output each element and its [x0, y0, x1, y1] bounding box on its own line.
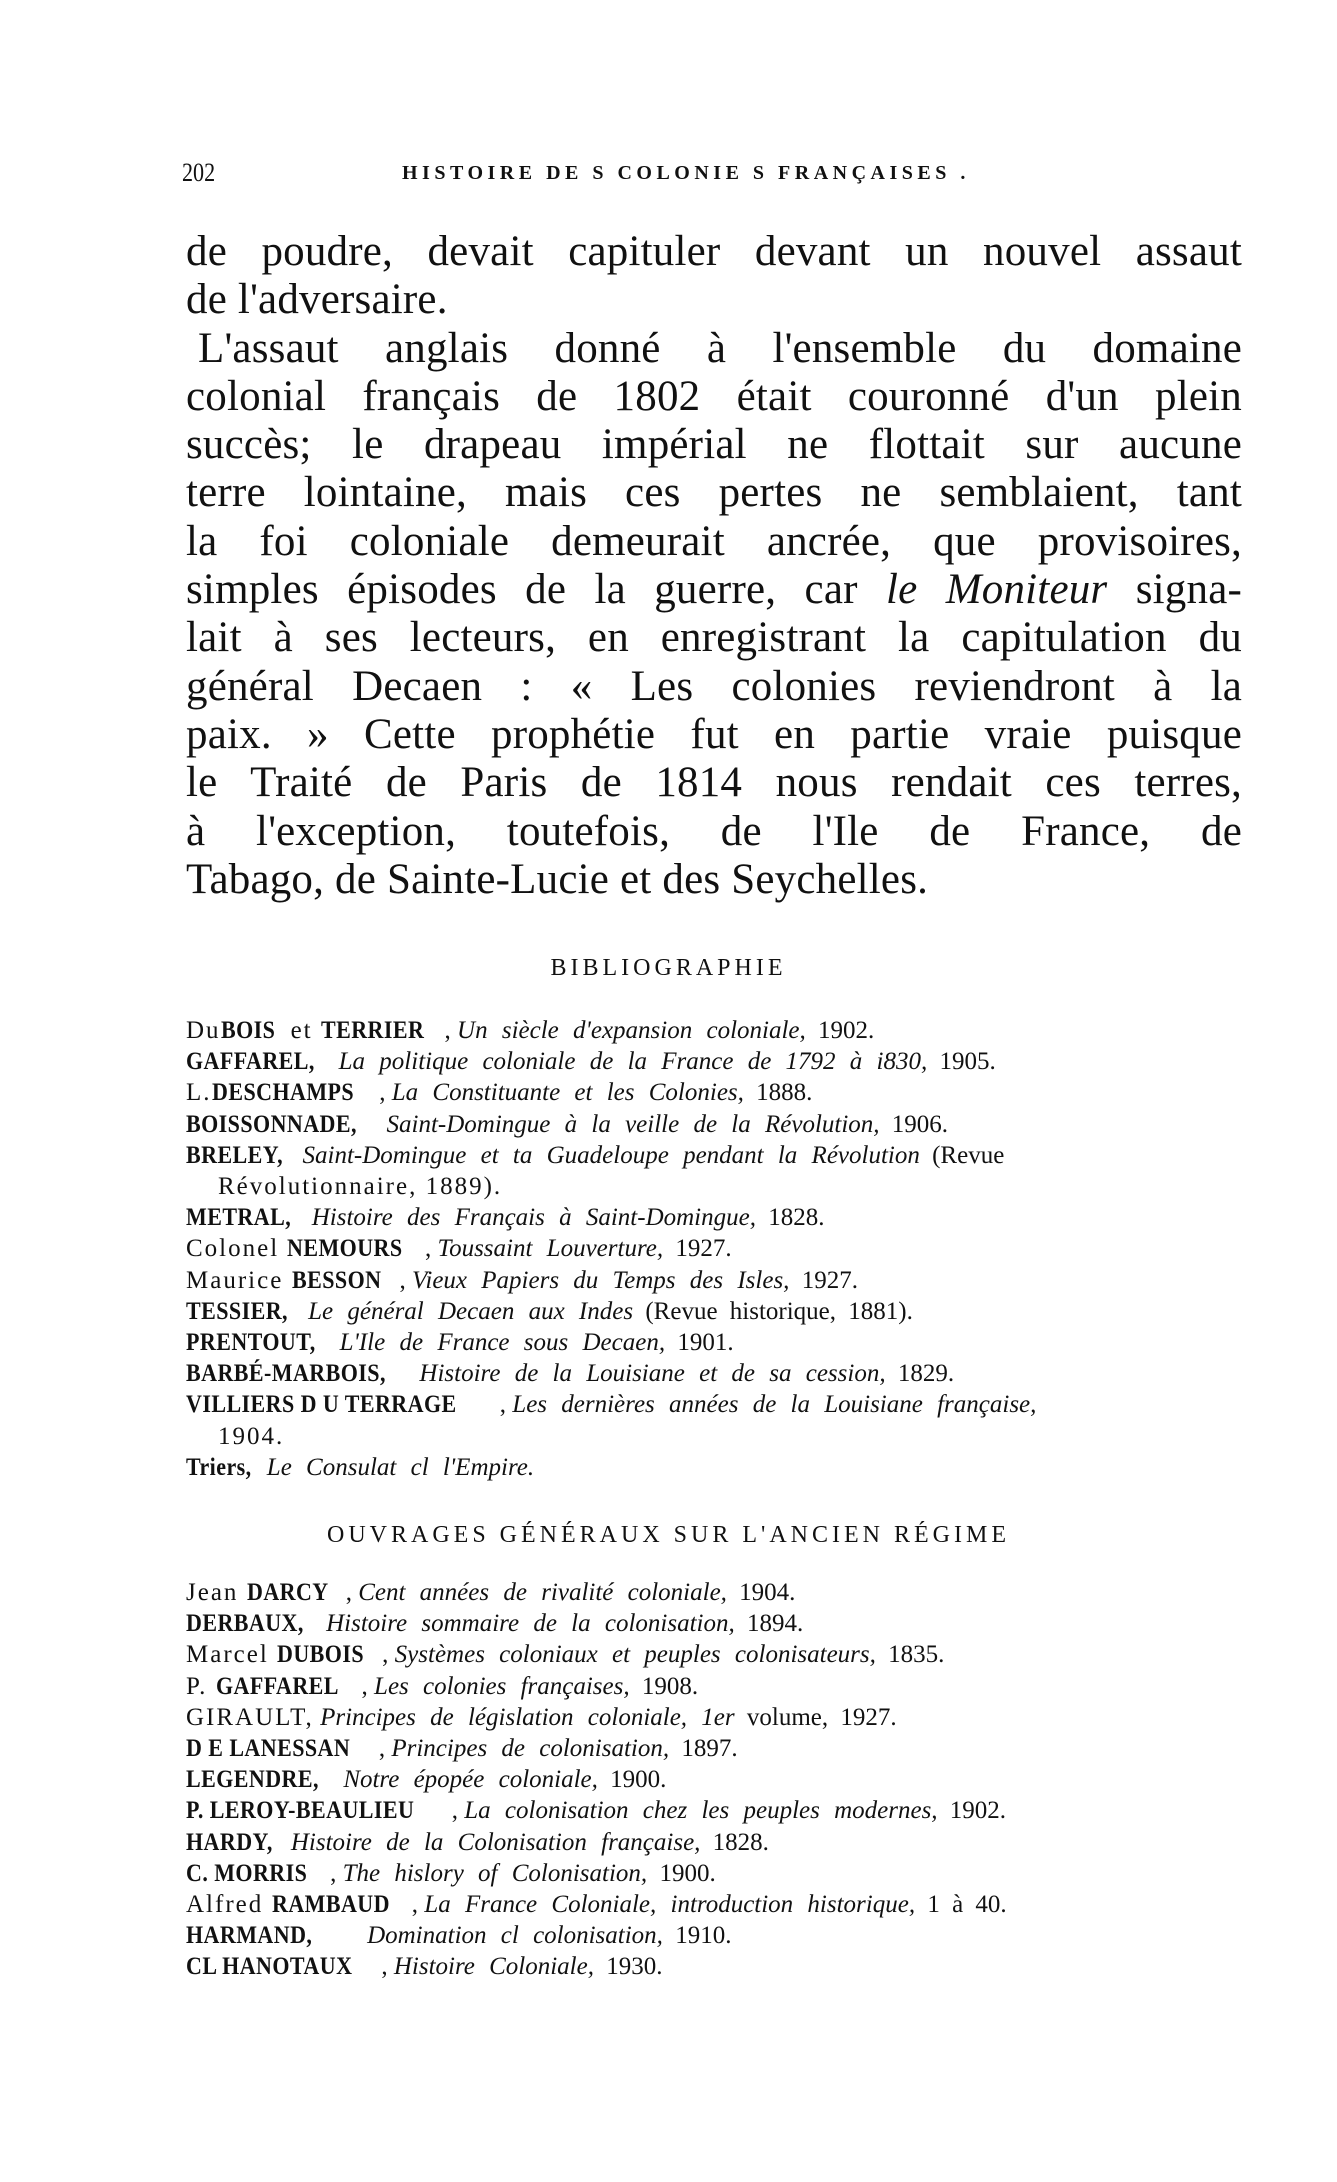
entry-separator: , — [355, 1672, 375, 1700]
entry-details: 1927. — [789, 1266, 858, 1294]
body-line: colonial français de 1802 était couronné d'un plein — [186, 372, 1242, 420]
page-number: 202 — [182, 158, 216, 187]
entry-author: BOIS — [220, 1017, 275, 1044]
bibliographie-list — [186, 1015, 1246, 1483]
entry-details: 1927. — [663, 1235, 732, 1263]
entry-title: Le général Decaen aux Indes — [308, 1297, 634, 1325]
entry-prefix: Colonel — [186, 1235, 288, 1263]
entry-author: NEMOURS — [287, 1235, 403, 1263]
entry-title: Un siècle d'expansion coloniale, — [457, 1017, 806, 1044]
entry-prefix: Jean — [186, 1579, 247, 1606]
entry-author: DARCY — [246, 1579, 329, 1606]
entry-separator: , — [375, 1641, 395, 1669]
entry-continuation: Révolutionnaire, 1889). — [218, 1173, 503, 1201]
entry-author: Triers, — [186, 1453, 252, 1481]
entry-title: Domination cl colonisation, — [367, 1922, 663, 1950]
entry-details: 1829. — [885, 1360, 955, 1388]
body-line: terre lointaine, mais ces pertes ne semblaient, tant — [186, 469, 1242, 517]
entry-author: VILLIERS D U TERRAGE — [186, 1391, 457, 1419]
bibliography-entry — [186, 1358, 1246, 1389]
body-line: général Decaen : « Les colonies reviendront à la — [186, 662, 1242, 710]
entry-separator: , — [405, 1891, 425, 1919]
body-line: paix. » Cette prophétie fut en partie vraie puisque — [186, 710, 1242, 758]
entry-author: CL HANOTAUX — [186, 1953, 353, 1981]
entry-details: 1900. — [647, 1859, 716, 1887]
body-line: lait à ses lecteurs, en enregistrant la capitulation du — [186, 614, 1242, 662]
entry-author: GAFFAREL — [215, 1672, 339, 1700]
body-line: succès; le drapeau impérial ne flottait sur aucune — [186, 421, 1242, 469]
entry-author: HARDY, — [186, 1828, 273, 1856]
entry-title: Notre épopée coloniale, — [343, 1766, 598, 1794]
entry-details: 1828. — [700, 1828, 769, 1856]
entry-prefix: P. — [186, 1672, 216, 1700]
entry-author: BARBÉ-MARBOIS, — [186, 1360, 386, 1388]
entry-details: 1894. — [734, 1610, 804, 1638]
entry-author: D E LANESSAN — [186, 1735, 351, 1763]
entry-details: 1905. — [927, 1048, 996, 1076]
entry-title: Saint-Domingue à la veille de la Révolution, — [386, 1110, 880, 1138]
bibliography-entry — [186, 1077, 1246, 1108]
entry-title: Histoire de la Louisiane et de sa cession, — [419, 1360, 886, 1388]
entry-author: DERBAUX, — [186, 1610, 304, 1638]
entry-details: 1910. — [662, 1922, 732, 1950]
entry-title: Principes de législation coloniale, 1er — [320, 1703, 735, 1731]
entry-title: La Constituante et les Colonies, — [391, 1079, 744, 1107]
entry-details: 1 à 40. — [915, 1891, 1007, 1919]
entry-title: Saint-Domingue et ta Guadeloupe pendant la Révolution — [302, 1141, 920, 1169]
bibliography-entry — [186, 1764, 1246, 1795]
body-paragraphs — [186, 228, 1242, 904]
entry-prefix: Maurice — [186, 1266, 292, 1294]
entry-details: 1901. — [665, 1329, 734, 1357]
entry-details: 1930. — [593, 1953, 663, 1981]
bibliography-entry — [186, 1015, 1246, 1046]
entry-author: METRAL, — [186, 1204, 292, 1232]
entry-title: Toussaint Louverture, — [437, 1235, 664, 1263]
entry-author: PRENTOUT, — [186, 1329, 316, 1357]
bibliography-entry — [186, 1046, 1246, 1077]
entry-title: La France Coloniale, introduction historique, — [424, 1891, 916, 1919]
entry-separator: , — [339, 1579, 359, 1606]
entry-separator: , — [375, 1953, 394, 1981]
bibliography-entry — [186, 1608, 1246, 1639]
entry-details: 1897. — [669, 1735, 738, 1763]
bibliographie-heading: BIBLIOGRAPHIE — [550, 955, 787, 981]
body-line: de l'adversaire. — [186, 276, 448, 324]
entry-details: 1906. — [879, 1110, 949, 1138]
body-line: à l'exception, toutefois, de l'Ile de France, de — [186, 807, 1242, 855]
entry-title: Histoire des Français à Saint-Domingue, — [311, 1204, 756, 1232]
entry-author: GAFFAREL, — [186, 1048, 315, 1076]
entry-details: volume, 1927. — [734, 1703, 897, 1731]
bibliography-entry — [186, 1389, 1246, 1451]
entry-title: Le Consulat cl l'Empire. — [266, 1453, 535, 1481]
running-title: HISTOIRE DE S COLONIE S FRANÇAISES . — [402, 162, 970, 184]
entry-title: Histoire de la Colonisation française, — [290, 1828, 701, 1856]
body-line: la foi coloniale demeurait ancrée, que provisoires, — [186, 517, 1242, 565]
body-text: signa- — [1107, 566, 1242, 614]
entry-details: (Revue — [919, 1141, 1005, 1169]
entry-prefix: L. — [186, 1079, 212, 1107]
bibliography-entry — [186, 1233, 1246, 1264]
body-line: Tabago, de Sainte-Lucie et des Seychelles. — [186, 855, 929, 903]
ouvrages-heading: OUVRAGES GÉNÉRAUX SUR L'ANCIEN RÉGIME — [327, 1522, 1010, 1548]
bibliography-entry — [186, 1452, 1246, 1483]
entry-author: HARMAND, — [186, 1922, 313, 1950]
bibliography-entry — [186, 1702, 1246, 1733]
entry-separator: , — [373, 1079, 392, 1107]
ouvrages-list — [186, 1577, 1246, 1983]
bibliography-entry — [186, 1733, 1246, 1764]
entry-author: DUBOIS — [277, 1641, 365, 1669]
entry-prefix: Du — [186, 1017, 221, 1044]
entry-separator: , — [418, 1235, 438, 1263]
entry-separator: , — [372, 1735, 392, 1763]
body-line: le Traité de Paris de 1814 nous rendait ces terres, — [186, 759, 1242, 807]
entry-title: Histoire Coloniale, — [393, 1953, 594, 1981]
entry-author: C. MORRIS — [186, 1859, 308, 1887]
body-line: L'assaut anglais donné à l'ensemble du domaine — [198, 324, 1242, 372]
entry-author: RAMBAUD — [271, 1891, 390, 1919]
entry-author: TERRIER — [320, 1017, 425, 1044]
entry-continuation: 1904. — [218, 1422, 285, 1450]
entry-author: BOISSONNADE, — [186, 1110, 357, 1138]
entry-details: 1900. — [597, 1766, 667, 1794]
entry-author: LEGENDRE, — [186, 1766, 319, 1794]
bibliography-entry — [186, 1920, 1246, 1951]
bibliography-entry — [186, 1827, 1246, 1858]
entry-title: Systèmes coloniaux et peuples colonisateurs, — [394, 1641, 876, 1669]
entry-details: 1902. — [805, 1017, 875, 1044]
entry-author: BRELEY, — [186, 1141, 284, 1169]
italic-moniteur: le Moniteur — [885, 566, 1108, 614]
entry-details: 1828. — [755, 1204, 825, 1232]
entry-details: 1904. — [726, 1579, 796, 1606]
entry-separator: , — [438, 1017, 458, 1044]
entry-prefix: Alfred — [186, 1891, 272, 1919]
entry-title: L'Ile de France sous Decaen, — [339, 1329, 666, 1357]
entry-details: 1908. — [629, 1672, 699, 1700]
entry-title: Les colonies françaises, — [374, 1672, 630, 1700]
running-header — [182, 158, 1172, 188]
bibliography-entry — [186, 1327, 1246, 1358]
body-line-moniteur — [186, 566, 1242, 614]
bibliography-entry — [186, 1889, 1246, 1920]
entry-details: 1835. — [875, 1641, 945, 1669]
entry-title: The hislory of Colonisation, — [342, 1859, 648, 1887]
body-text: simples épisodes de la guerre, car — [186, 566, 886, 614]
bibliography-entry — [186, 1265, 1246, 1296]
bibliography-entry — [186, 1109, 1246, 1140]
bibliography-entry — [186, 1858, 1246, 1889]
entry-author: P. LEROY-BEAULIEU — [186, 1797, 415, 1825]
entry-author: DESCHAMPS — [211, 1079, 354, 1107]
bibliography-entry — [186, 1795, 1246, 1826]
bibliography-entry — [186, 1140, 1246, 1202]
bibliography-entry — [186, 1296, 1246, 1327]
body-line: de poudre, devait capituler devant un nouvel assaut — [186, 228, 1242, 275]
entry-title: Cent années de rivalité coloniale, — [358, 1579, 727, 1606]
bibliography-entry — [186, 1671, 1246, 1702]
entry-separator: , — [393, 1266, 412, 1294]
entry-title: Les dernières années de la Louisiane française, — [512, 1391, 1037, 1419]
entry-details: (Revue historique, 1881). — [633, 1297, 913, 1325]
entry-title: Histoire sommaire de la colonisation, — [326, 1610, 735, 1638]
entry-title: Vieux Papiers du Temps des Isles, — [411, 1266, 790, 1294]
bibliography-entry — [186, 1639, 1246, 1670]
entry-separator: , — [493, 1391, 513, 1419]
entry-author: TESSIER, — [186, 1297, 288, 1325]
entry-details: 1902. — [937, 1797, 1007, 1825]
entry-connector: et — [282, 1017, 321, 1044]
entry-title: Principes de colonisation, — [391, 1735, 670, 1763]
entry-title: La politique coloniale de la France de 1792 à i830, — [338, 1048, 928, 1076]
entry-prefix: GIRAULT, — [186, 1703, 314, 1731]
entry-separator: , — [445, 1797, 465, 1825]
bibliography-entry — [186, 1202, 1246, 1233]
bibliography-entry — [186, 1951, 1246, 1982]
entry-title: La colonisation chez les peuples modernes, — [464, 1797, 938, 1825]
entry-details: 1888. — [743, 1079, 813, 1107]
entry-author: BESSON — [291, 1266, 382, 1294]
entry-prefix: Marcel — [186, 1641, 278, 1669]
bibliography-entry — [186, 1577, 1246, 1608]
entry-separator: , — [323, 1859, 343, 1887]
entry-separator — [330, 1922, 368, 1949]
